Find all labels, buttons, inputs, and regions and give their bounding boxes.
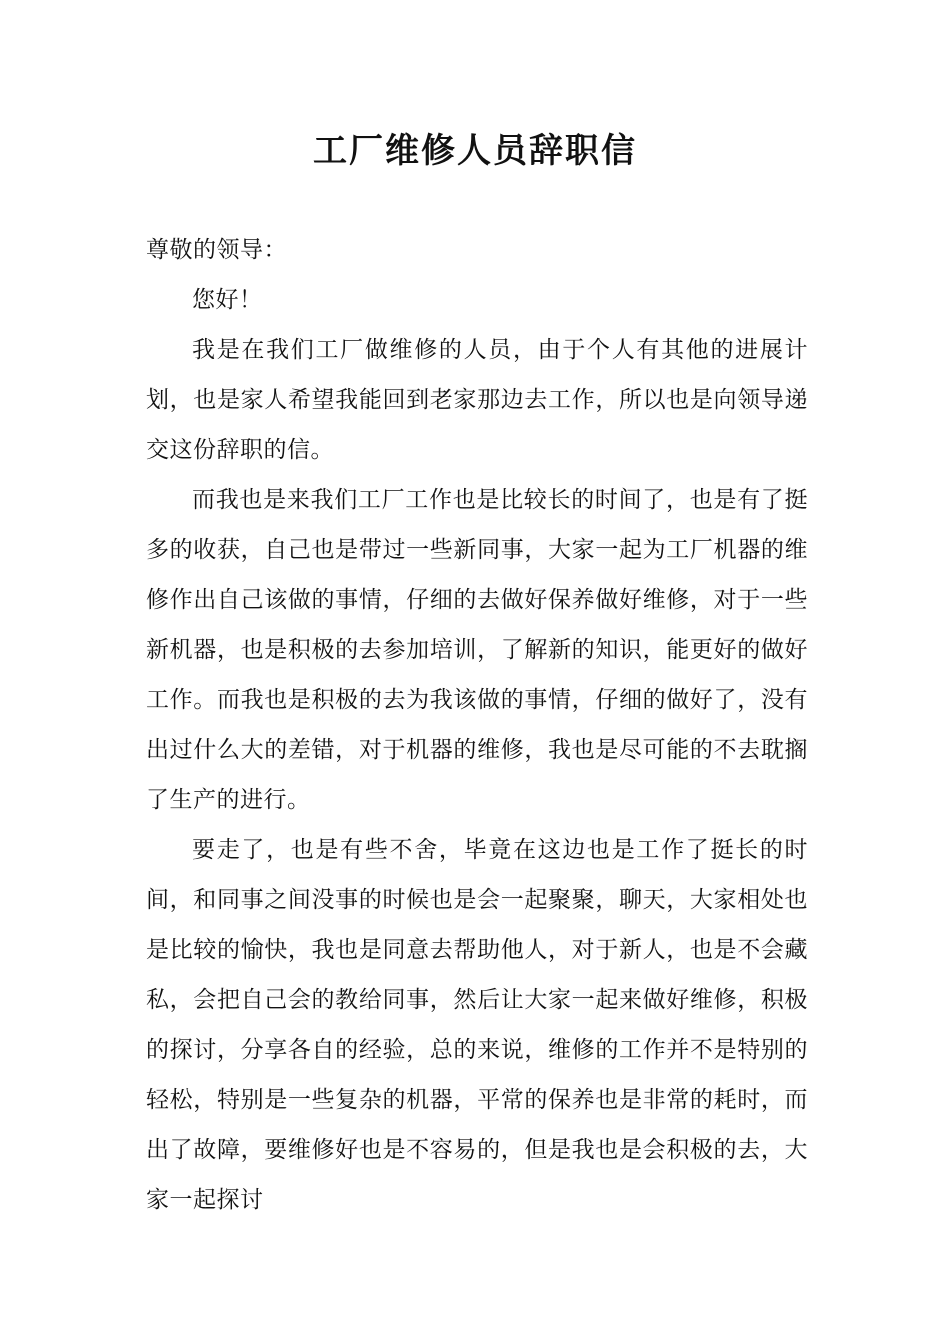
greeting-paragraph: 您好！ xyxy=(192,287,263,313)
paragraph-farewell: 要走了，也是有些不舍，毕竟在这边也是工作了挺长的时间，和同事之间没事的时候也是会一起聚聚，聊天，大家相处也是比较的愉快，我也是同意去帮助他人，对于新人，也是不会藏私，会把自己会的教给同事，然后让大家一起来做好维修，积极的探讨，分享各自的经验，总的来说，维修的工作并不是特别的轻松，特别是一些复杂的机器，平常的保养也是非常的耗时，而出了故障，要维修好也是不容易的，但是我也是会积极的去，大家一起探讨 xyxy=(146,837,808,1213)
paragraph-work-history: 而我也是来我们工厂工作也是比较长的时间了，也是有了挺多的收获，自己也是带过一些新同事，大家一起为工厂机器的维修作出自己该做的事情，仔细的去做好保养做好维修，对于一些新机器，也是积极的去参加培训，了解新的知识，能更好的做好工作。而我也是积极的去为我该做的事情，仔细的做好了，没有出过什么大的差错，对于机器的维修，我也是尽可能的不去耽搁了生产的进行。 xyxy=(146,487,808,813)
letter-body xyxy=(146,225,808,1225)
paragraph-intro: 我是在我们工厂做维修的人员，由于个人有其他的进展计划，也是家人希望我能回到老家那边去工作，所以也是向领导递交这份辞职的信。 xyxy=(146,337,808,463)
salutation: 尊敬的领导： xyxy=(146,237,287,263)
document-title: 工厂维修人员辞职信 xyxy=(313,131,637,171)
